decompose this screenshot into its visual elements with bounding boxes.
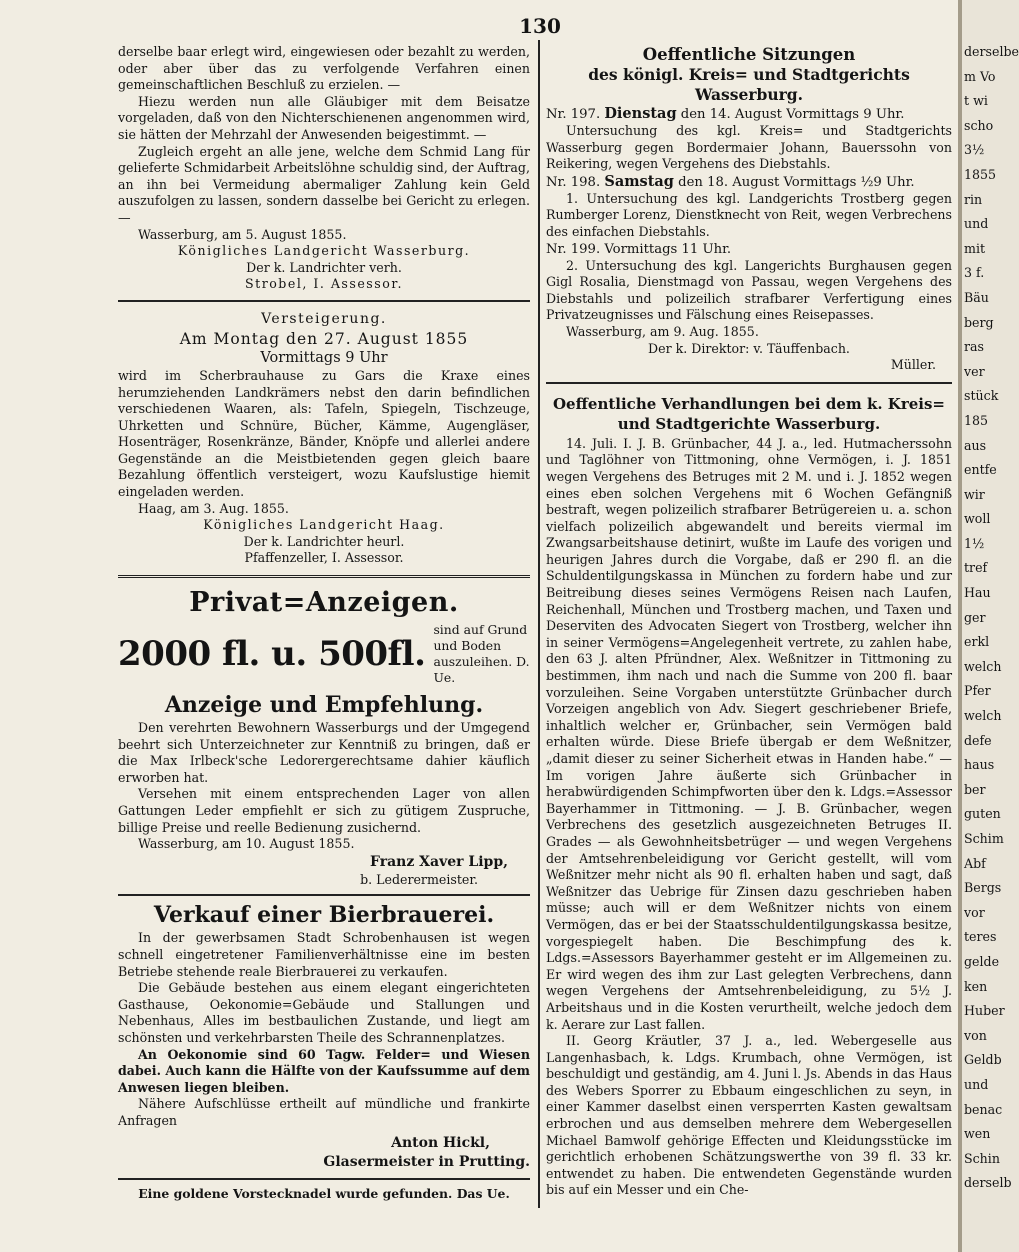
signature-role: Glasermeister in Prutting. [323, 1153, 530, 1170]
loan-ad [118, 622, 530, 686]
signature-role: b. Lederermeister. [360, 871, 478, 887]
dateline: Haag, am 3. Aug. 1855. [138, 500, 289, 516]
next-page-line: m Vo [964, 68, 996, 84]
next-page-line: defe [964, 732, 992, 748]
next-page-line: erkl [964, 634, 990, 650]
next-page-line: Pfer [964, 683, 991, 699]
section-rule [118, 300, 530, 302]
next-page-line: Schin [964, 1150, 1000, 1166]
next-page-line: 1½ [964, 535, 985, 551]
session-entry-text: 1. Untersuchung des kgl. Landgerichts Trostberg gegen Rumberger Lorenz, Dienstknecht von Reit, wegen Verbrechens des einfachen Diebstahls. [546, 190, 952, 239]
next-page-line: vor [964, 904, 985, 920]
ad-heading: Verkauf einer Bierbrauerei. [153, 902, 495, 929]
next-page-line: Schim [964, 831, 1004, 846]
director-line: Der k. Direktor: v. Täuffenbach. [648, 340, 850, 356]
assessor-line: Strobel, I. Assessor. [245, 276, 403, 292]
next-page-line: benac [964, 1101, 1003, 1117]
paragraph: Die Gebäude bestehen aus einem elegant eingerichteten Gasthause, Oekonomie=Gebäude und Stallungen und Nebenhaus, Alles im bestbaulichen Zustande, und liegt am schönsten und verkehrbarsten Theile des Schrannenplatzes. [118, 980, 530, 1045]
next-page-line: woll [964, 511, 991, 527]
next-page-line: wen [964, 1126, 991, 1142]
next-page-line: Hau [964, 585, 991, 601]
next-page-line: Bäu [964, 289, 989, 305]
found-notice: Eine goldene Vorstecknadel wurde gefunden. Das Ue. [138, 1185, 510, 1201]
next-page-line: ken [964, 978, 988, 994]
next-page-line: rin [964, 191, 983, 207]
session-entry-head: Nr. 199. Vormittags 11 Uhr. [546, 241, 732, 257]
assessor-line: Pfaffenzeller, I. Assessor. [244, 550, 404, 566]
private-ads-heading: Privat=Anzeigen. [189, 587, 459, 619]
judge-line: Der k. Landrichter heurl. [243, 533, 405, 549]
sessions-subheading: des königl. Kreis= und Stadtgerichts Wasserburg. [588, 65, 910, 104]
paragraph: Versehen mit einem entsprechenden Lager von allen Gattungen Leder empfiehlt er sich zu gütigem Zuspruche, billige Preise und reelle Bedienung zusichernd. [118, 786, 530, 835]
loan-text: sind auf Grund und Boden auszuleihen. D. Ue. [433, 622, 530, 686]
paragraph: derselbe baar erlegt wird, eingewiesen oder bezahlt zu werden, oder aber über das zu verfolgende Verfahren einen gemeinschaftlichen Beschluß zu erzielen. — [118, 44, 530, 93]
paragraph: wird im Scherbrauhause zu Gars die Kraxe eines herumziehenden Landkrämers nebst den darin befindlichen verschiedenen Waaren, als: Tafeln, Spiegeln, Tischzeuge, Uhrketten und Schnüre, Bücher, Kämme, Augengläser, Hosenträger, Rosenkränze, Bänder, Knöpfe und allerlei andere Gegenstände an die Meistbietenden gegen gleich baare Bezahlung öffentlich versteigert, wozu Kaufslustige hiemit eingeladen werden. [118, 367, 530, 500]
next-page-line: Geldb [964, 1052, 1002, 1068]
page-number: 130 [519, 14, 561, 38]
next-page-line: ras [964, 339, 984, 355]
next-page-line: haus [964, 757, 995, 773]
next-page-line: ger [964, 609, 986, 625]
section-rule [118, 894, 530, 896]
ad-heading: Anzeige und Empfehlung. [164, 692, 484, 719]
next-page-line: von [964, 1027, 987, 1043]
paragraph: Den verehrten Bewohnern Wasserburgs und der Umgegend beehrt sich Unterzeichneter zur Kenntniß zu bringen, daß er die Max Irlbeck'sche Ledorergerechtsame dahier käuflich erworben hat. [118, 720, 530, 785]
next-page-line: welch [964, 708, 1002, 724]
next-page-edge [964, 44, 1019, 1200]
next-page-line: 3½ [964, 142, 985, 158]
next-page-line: entfe [964, 462, 997, 478]
next-page-line: ver [964, 363, 985, 379]
next-page-line: Abf [964, 855, 986, 871]
session-entry-head: Nr. 198. Samstag den 18. August Vormittags ½9 Uhr. [546, 172, 915, 190]
session-entry-text: 2. Untersuchung des kgl. Langerichts Burghausen gegen Gigl Rosalia, Dienstmagd von Passau, wegen Vergehens des Diebstahls und polizeilich strafbarer Verfertigung eines Privatzeugnisses und Fälschung eines Reisepasses. [546, 257, 952, 323]
paragraph: An Oekonomie sind 60 Tagw. Felder= und Wiesen dabei. Auch kann die Hälfte von der Kaufssumme auf dem Anwesen liegen bleiben. [118, 1046, 530, 1095]
court-name: Königliches Landgericht Wasserburg. [177, 243, 471, 259]
section-rule [546, 382, 952, 384]
next-page-line: und [964, 216, 989, 232]
next-page-line: wir [964, 486, 985, 502]
next-page-line: t wi [964, 93, 988, 109]
section-rule [118, 575, 530, 578]
section-rule [118, 1178, 530, 1180]
session-entry-text: Untersuchung des kgl. Kreis= und Stadtgerichts Wasserburg gegen Bordermaier Johann, Bauerssohn von Reikering, wegen Vergehens des Diebstahls. [546, 123, 952, 172]
next-page-line: welch [964, 658, 1002, 674]
auction-date: Am Montag den 27. August 1855 [179, 329, 469, 348]
proceeding-text: 14. Juli. I. J. B. Grünbacher, 44 J. a., led. Hutmacherssohn und Taglöhner von Tittmoning, ohne Vermögen, i. J. 1851 wegen Vergehens des Betruges mit 2 M. und i. J. 1852 wegen eines eben solchen Vergehens mit 6 Wochen Gefängniß bestraft, wegen polizeilich strafbarer Betrügereien u. a. schon vielfach polizeilich abgewandelt und bereits viermal im Zwangsarbeitshause detinirt, wußte im Laufe des vorigen und heurigen Jahres durch die Vorgabe, daß er 290 fl. an die Schuldentilgungskassa in München zu fordern habe und zur Beitreibung dieses seines Vermögens Reisen nach Laufen, Reichenhall, München und Trostberg machen, und Taxen und Deserviten des Advocaten Siegert von Trostberg, welcher ihn in seiner Vermögens=Angelegenheit vertrete, zu zahlen habe, den 63 J. alten Pfründner, Alex. Weßnitzer in Tittmoning zu bestimmen, ihm nach und nach die Summe von 200 fl. baar vorzuleihen. Seine Vorgaben unterstützte Grünbacher durch Vorzeigen angeblich von Adv. Siegert geschriebener Briefe, inhaltlich welcher er, Grünbacher, sein Vermögen bald erhalten würde. Diese Briefe übergab er dem Weßnitzer, „damit dieser zu seiner Sicherheit etwas in Handen habe.“ — Im vorigen Jahre äußerte sich Grünbacher in herabwürdigenden Schimpfworten über den k. Ldgs.=Assessor Bayerhammer in Tittmoning. — J. B. Grünbacher, wegen Verbrechens des gesetzlich ausgezeichneten Betruges II. Grades — als Gewohnheitsbetrüger — und wegen Vergehens der Amtsehrenbeleidigung vor Gericht gestellt, will vom Weßnitzer mehr nicht als 90 fl. erhalten haben und sagt, daß Weßnitzer das Uebrige für Zinsen dazu geschrieben haben müsse; auch will er dem Weßnitzer nichts von einem Vermögen, das er bei der Staatsschuldentilgungskassa besitze, vorgespiegelt haben. Die Beschimpfung des k. Ldgs.=Assessors Bayerhammer gesteht er im Allgemeinen zu. Er wird wegen des ihm zur Last gelegten Verbrechens, dann wegen Vergehens der Amtsehrenbeleidigung, zu 5½ J. Arbeitshaus und in die Kosten verurtheilt, welche jedoch dem k. Aerare zur Last fallen. [546, 435, 952, 1032]
paragraph: Nähere Aufschlüsse ertheilt auf mündliche und frankirte Anfragen [118, 1096, 530, 1128]
next-page-line: und [964, 1076, 989, 1092]
next-page-line: berg [964, 314, 994, 330]
dateline: Wasserburg, am 5. August 1855. [138, 226, 347, 242]
session-entry-head: Nr. 197. Dienstag den 14. August Vormittags 9 Uhr. [546, 105, 905, 122]
signature-name: Franz Xaver Lipp, [370, 853, 508, 870]
column-divider [538, 40, 540, 1208]
paragraph: Zugleich ergeht an alle jene, welche dem Schmid Lang für gelieferte Schmidarbeit Arbeitslöhne schuldig sind, der Auftrag, an ihn bei Vermeidung abermaliger Zahlung kein Geld auszufolgen zu lassen, sondern dasselbe bei Gericht zu erlegen. — [118, 143, 530, 225]
auction-time: Vormittags 9 Uhr [260, 349, 388, 366]
proceeding-text: II. Georg Kräutler, 37 J. a., led. Webergeselle aus Langenhasbach, k. Ldgs. Krumbach, ohne Vermögen, ist beschuldigt und geständig, am 4. Juni l. Js. Abends in das Haus des Webers Sporrer zu Ebbaum eingeschlichen zu seyn, in einer Kammer daselbst einen versperrten Kasten gewaltsam erbrochen und aus demselben mehrere dem Webergesellen Michael Bamwolf gehörige Effecten und Kleidungsstücke im gerichtlich erhobenen Schätzungswerthe von 39 fl. 33 kr. entwendet zu haben. Die entwendeten Gegenstände wurden bis auf ein Messer und ein Che- [546, 1033, 952, 1198]
next-page-line: stück [964, 388, 999, 404]
next-page-line: 1855 [964, 166, 997, 182]
next-page-line: 185 [964, 412, 989, 428]
proceedings-heading: Oeffentliche Verhandlungen bei dem k. Kreis= und Stadtgerichte Wasserburg. [552, 394, 945, 433]
next-page-line: Huber [964, 1003, 1005, 1019]
next-page-line: Bergs [964, 880, 1002, 896]
judge-line: Der k. Landrichter verh. [246, 259, 402, 275]
next-page-line: derselbe [964, 44, 1019, 59]
auction-title: Versteigerung. [261, 310, 387, 327]
paragraph: In der gewerbsamen Stadt Schrobenhausen ist wegen schnell eingetretener Familienverhältnisse eine im besten Betriebe stehende reale Bierbrauerei zu verkaufen. [118, 930, 530, 979]
next-page-line: mit [964, 240, 986, 256]
signature-name: Müller. [890, 357, 936, 373]
paragraph: Hiezu werden nun alle Gläubiger mit dem Beisatze vorgeladen, daß von den Nichterschienenen angenommen wird, sie hätten der Mehrzahl der Anwesenden beigestimmt. — [118, 93, 530, 142]
book-spine [958, 0, 962, 1252]
next-page-line: ber [964, 781, 986, 797]
left-column [118, 44, 530, 1202]
signature-name: Anton Hickl, [391, 1134, 490, 1151]
next-page-line: derselb [964, 1175, 1012, 1191]
sessions-heading: Oeffentliche Sitzungen [642, 45, 856, 64]
dateline: Wasserburg, am 10. August 1855. [138, 836, 355, 852]
right-column [546, 44, 952, 1199]
next-page-line: 3 f. [964, 265, 985, 281]
next-page-line: gelde [964, 953, 1000, 969]
court-name: Königliches Landgericht Haag. [203, 517, 445, 533]
next-page-line: scho [964, 117, 994, 133]
next-page-line: teres [964, 929, 997, 945]
next-page-line: guten [964, 806, 1001, 822]
next-page-line: aus [964, 437, 987, 453]
dateline: Wasserburg, am 9. Aug. 1855. [566, 323, 759, 339]
loan-amount: 2000 fl. u. 500fl. [118, 634, 426, 675]
next-page-line: tref [964, 560, 988, 576]
